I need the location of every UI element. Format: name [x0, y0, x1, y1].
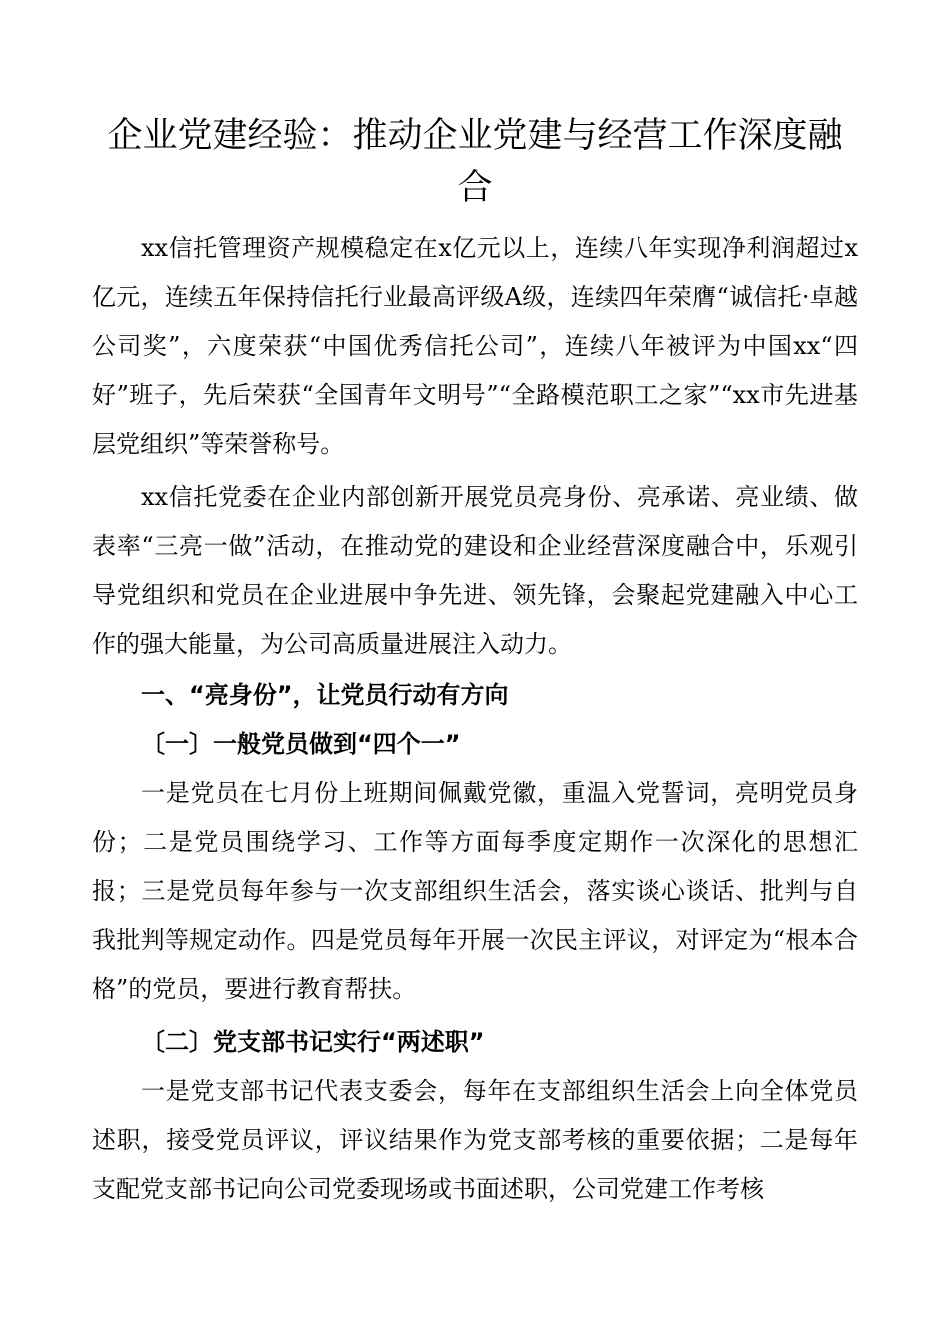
section-1-heading: 一、“亮身份”，让党员行动有方向: [141, 681, 509, 709]
document-page: [92, 110, 858, 1214]
subsection-1-paragraph: 一是党员在七月份上班期间佩戴党徽，重温入党誓词，亮明党员身份；二是党员围绕学习、工作等方面每季度定期作一次深化的思想汇报；三是党员每年参与一次支部组织生活会，落实谈心谈话、批判与自我批判等规定动作。四是党员每年开展一次民主评议，对评定为“根本合格”的党员，要进行教育帮扶。: [92, 779, 858, 1003]
subsection-2-heading: 〔二〕党支部书记实行“两述职”: [141, 1028, 485, 1056]
subsection-2-paragraph: 一是党支部书记代表支委会，每年在支部组织生活会上向全体党员述职，接受党员评议，评议结果作为党支部考核的重要依据；二是每年支配党支部书记向公司党委现场或书面述职，公司党建工作考核: [92, 1077, 858, 1203]
document-title: 企业党建经验：推动企业党建与经营工作深度融合: [107, 116, 843, 208]
intro-paragraph-2: xx信托党委在企业内部创新开展党员亮身份、亮承诺、亮业绩、做表率“三亮一做”活动，在推动党的建设和企业经营深度融合中，乐观引导党组织和党员在企业进展中争先进、领先锋，会聚起党建融入中心工作的强大能量，为公司高质量进展注入动力。: [92, 483, 858, 658]
subsection-1-heading: 〔一〕一般党员做到“四个一”: [141, 730, 461, 758]
intro-paragraph-1: xx信托管理资产规模稳定在x亿元以上，连续八年实现净利润超过x亿元，连续五年保持信托行业最高评级A级，连续四年荣膺“诚信托·卓越公司奖”，六度荣获“中国优秀信托公司”，连续八年被评为中国xx“四好”班子，先后荣获“全国青年文明号”“全路模范职工之家”“xx市先进基层党组织”等荣誉称号。: [92, 234, 858, 458]
